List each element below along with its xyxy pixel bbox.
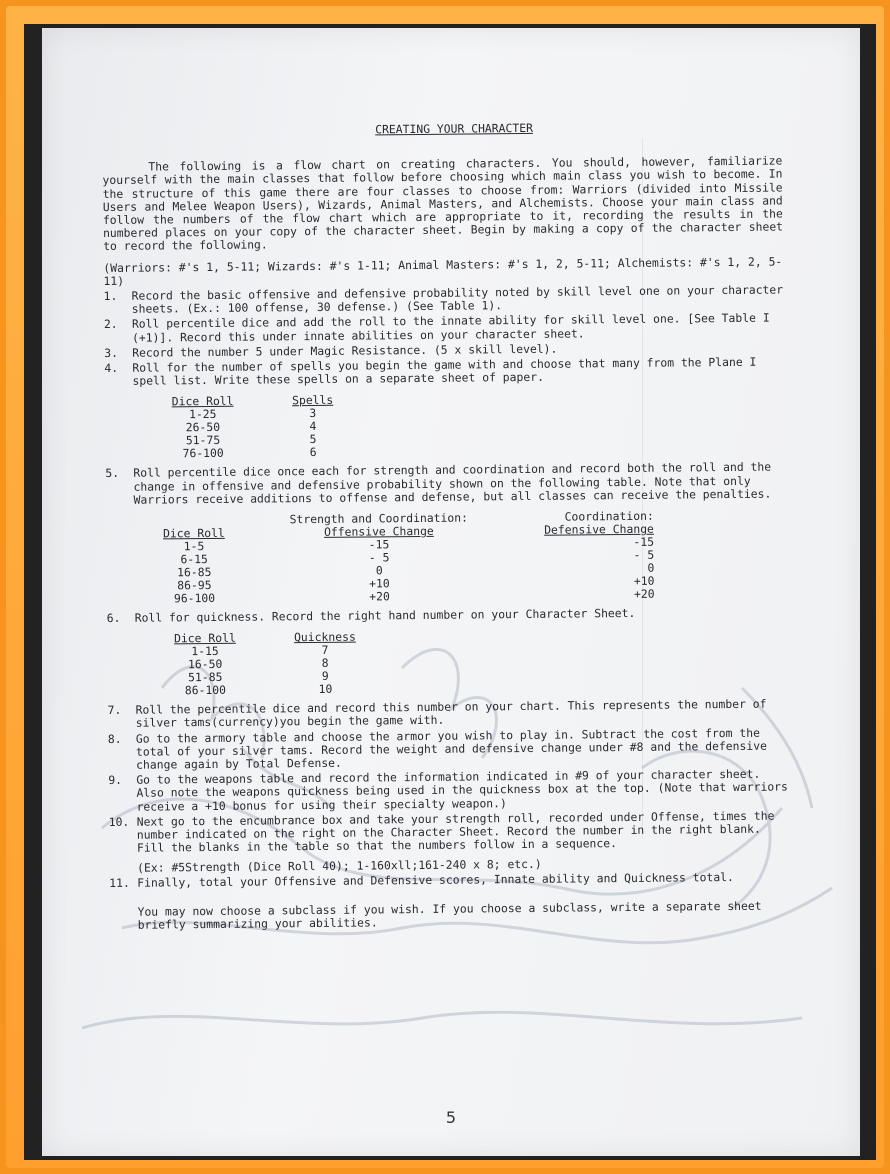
strength-coordination-table: Strength and Coordination: Coordination: Dice Roll Offensive Change Defensive Change 1-5 -15 -15 6-15 - 5 - 5 16-85 0 0 86-95 +10 +10 96-100 +20 +20: [162, 508, 655, 606]
step-3: 3. Record the number 5 under Magic Resistance. (5 x skill level).: [104, 341, 558, 360]
step-10: 10. Next go to the encumbrance box and take your strength roll, recorded under Offense, times the number indicated on the right on the Character Sheet. Record the number in the right blank. Fill the blanks in the table so that the numbers follow in a sequence.: [108, 808, 775, 855]
subclass-note: You may now choose a subclass if you wish. If you choose a subclass, write a separate sheet briefly summarizing your abilities.: [137, 898, 762, 932]
spells-table: Dice Roll Spells 1-25 3 26-50 4 51-75 5 76-100 6: [171, 393, 334, 461]
step-11: 11. Finally, total your Offensive and Defensive scores, Innate ability and Quickness total.: [109, 869, 734, 890]
step-9: 9. Go to the weapons table and record the information indicated in #9 of your character sheet. Also note the weapons quickness being used in the quickness box at the top. (Note that warriors receive a +10 bonus for using their specialty weapon.): [108, 766, 788, 814]
photo-background: [24, 24, 876, 1160]
step-5: 5. Roll percentile dice once each for strength and coordination and record both the roll and the change in offensive and defensive probability shown on the following table. Note that only Warriors receive additions to offense and defense, but all classes can receive the penalties.: [105, 460, 772, 507]
step-1: 1. Record the basic offensive and defensive probability noted by skill level one on your character sheets. (Ex.: 100 offense, 30 defense.) (See Table 1).: [103, 282, 784, 316]
step-7: 7. Roll the percentile dice and record this number on your chart. This represents the number of silver tams(currency)you begin the game with.: [107, 696, 767, 731]
quickness-table: Dice Roll Quickness 1-15 7 16-50 8 51-85 9 86-100 10: [173, 629, 356, 698]
page-title: CREATING YOUR CHARACTER: [375, 120, 533, 137]
document-page: [42, 28, 860, 1156]
intro-paragraph: The following is a flow chart on creating characters. You should, however, familiarize yourself with the main classes that follow before choosing which main class you wish to become. In the structure of this game there are four classes to choose from: Warriors (divided into Missile Users and Melee Weapon Users), Wizards, Animal Masters, and Alchemists. Choose your main class and follow the numbers of the flow chart which are appropriate to it, recording the results in the numbered places on your copy of the character sheet. Begin by making a copy of the character sheet to record the following.: [102, 153, 784, 254]
step-6: 6. Roll for quickness. Record the right hand number on your Character Sheet.: [106, 605, 636, 626]
step-2: 2. Roll percentile dice and add the roll to the innate ability for skill level one. [See Table I (+1)]. Record this under innate abilities on your character sheet.: [103, 311, 770, 345]
step-4: 4. Roll for the number of spells you begin the game with and choose that many from the Plane I spell list. Write these spells on a separate sheet of paper.: [104, 354, 757, 388]
step-8: 8. Go to the armory table and choose the armor you wish to play in. Subtract the cost from the total of your silver tams. Record the weight and defensive change under #8 and the defensive change again by Total Defense.: [107, 725, 767, 772]
example-line: (Ex: #5Strength (Dice Roll 40); 1-160xll;161-240 x 8; etc.): [137, 856, 542, 875]
page-number: 5: [445, 1108, 457, 1127]
page-frame: [6, 6, 884, 1168]
class-step-list: (Warriors: #'s 1, 5-11; Wizards: #'s 1-11; Animal Masters: #'s 1, 2, 5-11; Alchemists: #'s 1, 2, 5-11): [103, 254, 783, 288]
page-content: [102, 119, 790, 932]
